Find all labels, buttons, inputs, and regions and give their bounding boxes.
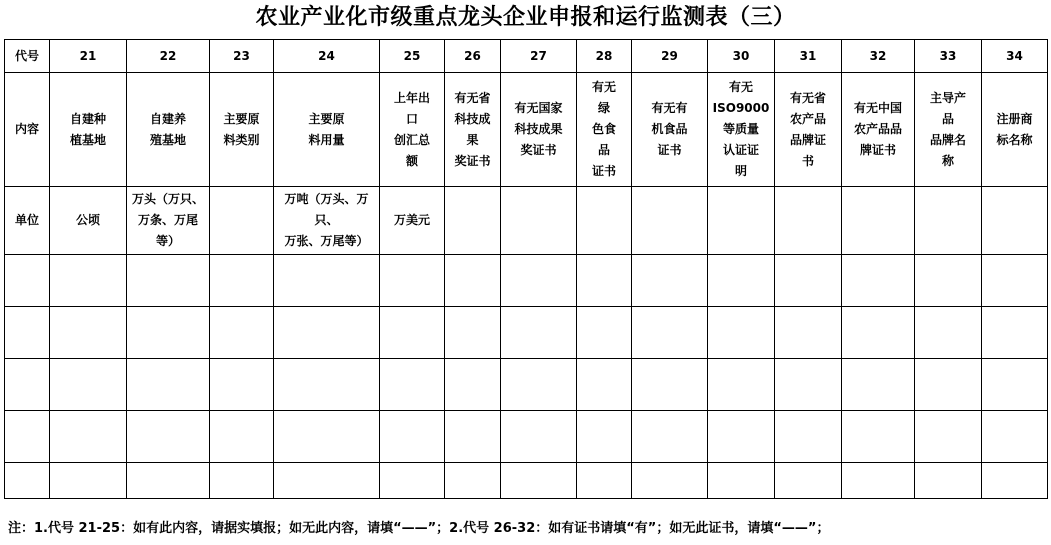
blank-input-cell[interactable] xyxy=(982,463,1048,499)
blank-input-cell[interactable] xyxy=(501,463,577,499)
blank-input-cell[interactable] xyxy=(708,411,775,463)
content-cell-text: 主要原 料用量 xyxy=(308,111,345,147)
blank-input-cell[interactable] xyxy=(842,359,915,411)
blank-input-cell[interactable] xyxy=(127,463,210,499)
blank-rows xyxy=(5,255,1048,499)
blank-input-cell[interactable] xyxy=(775,463,842,499)
blank-data-row xyxy=(5,411,1048,463)
blank-input-cell[interactable] xyxy=(5,411,50,463)
code-cell: 34 xyxy=(982,40,1048,73)
blank-input-cell[interactable] xyxy=(501,307,577,359)
content-cell xyxy=(501,73,577,187)
content-cell xyxy=(775,73,842,187)
code-cell: 28 xyxy=(577,40,632,73)
content-cell-text: 上年出 口 创汇总 额 xyxy=(393,90,430,168)
unit-cell-text: 万吨（万头、万 只、 万张、万尾等） xyxy=(284,192,369,248)
code-cell: 32 xyxy=(842,40,915,73)
blank-input-cell[interactable] xyxy=(708,463,775,499)
content-cell-text: 有无省 科技成 果 奖证书 xyxy=(454,90,491,168)
blank-input-cell[interactable] xyxy=(842,255,915,307)
blank-input-cell[interactable] xyxy=(274,307,380,359)
blank-input-cell[interactable] xyxy=(915,411,982,463)
blank-input-cell[interactable] xyxy=(210,307,274,359)
blank-input-cell[interactable] xyxy=(50,411,127,463)
unit-header-cell: 单位 xyxy=(5,187,50,255)
content-cell-text: 有无 绿 色食 品 证书 xyxy=(591,80,616,178)
blank-input-cell[interactable] xyxy=(915,255,982,307)
unit-cell xyxy=(50,187,127,255)
code-header-cell: 代号 xyxy=(5,40,50,73)
content-cell-text: 注册商 标名称 xyxy=(996,111,1033,147)
code-row xyxy=(5,40,1048,73)
blank-input-cell[interactable] xyxy=(915,307,982,359)
blank-input-cell[interactable] xyxy=(5,255,50,307)
unit-cell xyxy=(982,187,1048,255)
blank-input-cell[interactable] xyxy=(50,255,127,307)
blank-input-cell[interactable] xyxy=(50,307,127,359)
page-title: 农业产业化市级重点龙头企业申报和运行监测表（三） xyxy=(255,5,796,30)
blank-input-cell[interactable] xyxy=(775,307,842,359)
blank-input-cell[interactable] xyxy=(982,411,1048,463)
blank-input-cell[interactable] xyxy=(775,411,842,463)
blank-data-row xyxy=(5,255,1048,307)
unit-cell xyxy=(127,187,210,255)
content-cell-text: 有无省 农产品 品牌证 书 xyxy=(789,90,826,168)
blank-input-cell[interactable] xyxy=(632,359,708,411)
content-cell xyxy=(842,73,915,187)
blank-input-cell[interactable] xyxy=(380,307,445,359)
monitoring-table xyxy=(4,39,1048,499)
blank-data-row xyxy=(5,359,1048,411)
blank-data-row xyxy=(5,307,1048,359)
unit-cell xyxy=(775,187,842,255)
blank-input-cell[interactable] xyxy=(982,255,1048,307)
content-row xyxy=(5,73,1048,187)
content-cell-text: 主要原 料类别 xyxy=(223,111,260,147)
code-cell: 25 xyxy=(380,40,445,73)
blank-input-cell[interactable] xyxy=(982,307,1048,359)
content-cell-text: 有无有 机食品 证书 xyxy=(651,101,688,157)
content-cell xyxy=(50,73,127,187)
blank-input-cell[interactable] xyxy=(632,411,708,463)
code-cell: 23 xyxy=(210,40,274,73)
content-cell xyxy=(127,73,210,187)
blank-input-cell[interactable] xyxy=(127,359,210,411)
code-cell: 29 xyxy=(632,40,708,73)
unit-cell xyxy=(915,187,982,255)
blank-input-cell[interactable] xyxy=(210,359,274,411)
unit-cell xyxy=(380,187,445,255)
footnote: 注：1.代号 21-25：如有此内容，请据实填报；如无此内容，请填“——”；2.代号 26-32：如有证书请填“有”；如无此证书，请填“——”； xyxy=(8,521,830,536)
blank-input-cell[interactable] xyxy=(632,463,708,499)
unit-cell xyxy=(632,187,708,255)
blank-input-cell[interactable] xyxy=(982,359,1048,411)
unit-cell xyxy=(708,187,775,255)
unit-cell xyxy=(210,187,274,255)
content-cell-text: 自建养 殖基地 xyxy=(149,111,186,147)
blank-input-cell[interactable] xyxy=(915,359,982,411)
blank-input-cell[interactable] xyxy=(210,255,274,307)
unit-cell xyxy=(274,187,380,255)
blank-input-cell[interactable] xyxy=(5,307,50,359)
blank-input-cell[interactable] xyxy=(577,307,632,359)
blank-input-cell[interactable] xyxy=(577,411,632,463)
blank-input-cell[interactable] xyxy=(577,359,632,411)
unit-cell xyxy=(445,187,501,255)
blank-input-cell[interactable] xyxy=(50,463,127,499)
content-cell-text: 自建种 植基地 xyxy=(69,111,106,147)
blank-input-cell[interactable] xyxy=(274,463,380,499)
blank-input-cell[interactable] xyxy=(50,359,127,411)
code-cell: 30 xyxy=(708,40,775,73)
unit-cell-text: 万美元 xyxy=(393,213,430,227)
blank-input-cell[interactable] xyxy=(501,359,577,411)
blank-input-cell[interactable] xyxy=(445,255,501,307)
code-cell: 21 xyxy=(50,40,127,73)
blank-input-cell[interactable] xyxy=(5,359,50,411)
blank-input-cell[interactable] xyxy=(210,411,274,463)
content-cell xyxy=(577,73,632,187)
code-cell: 26 xyxy=(445,40,501,73)
blank-input-cell[interactable] xyxy=(632,255,708,307)
content-cell xyxy=(380,73,445,187)
content-header-cell: 内容 xyxy=(5,73,50,187)
blank-input-cell[interactable] xyxy=(127,411,210,463)
blank-input-cell[interactable] xyxy=(210,463,274,499)
blank-input-cell[interactable] xyxy=(274,411,380,463)
content-cell xyxy=(210,73,274,187)
code-cell: 27 xyxy=(501,40,577,73)
blank-input-cell[interactable] xyxy=(577,463,632,499)
blank-input-cell[interactable] xyxy=(708,359,775,411)
code-cell: 22 xyxy=(127,40,210,73)
blank-input-cell[interactable] xyxy=(445,411,501,463)
blank-input-cell[interactable] xyxy=(501,255,577,307)
content-cell-text: 有无中国 农产品品 牌证书 xyxy=(853,101,902,157)
blank-input-cell[interactable] xyxy=(915,463,982,499)
unit-cell xyxy=(501,187,577,255)
content-cell xyxy=(632,73,708,187)
blank-input-cell[interactable] xyxy=(775,359,842,411)
blank-input-cell[interactable] xyxy=(274,359,380,411)
blank-input-cell[interactable] xyxy=(632,307,708,359)
content-cell-text: 主导产 品 品牌名 称 xyxy=(929,90,966,168)
content-cell xyxy=(445,73,501,187)
blank-input-cell[interactable] xyxy=(708,255,775,307)
blank-data-row xyxy=(5,463,1048,499)
unit-row xyxy=(5,187,1048,255)
unit-cell-text: 公顷 xyxy=(75,213,100,227)
unit-cell-text: 万头（万只、 万条、万尾 等） xyxy=(131,192,204,248)
blank-input-cell[interactable] xyxy=(127,255,210,307)
blank-input-cell[interactable] xyxy=(380,463,445,499)
content-cell xyxy=(982,73,1048,187)
blank-input-cell[interactable] xyxy=(708,307,775,359)
code-cell: 33 xyxy=(915,40,982,73)
content-cell xyxy=(708,73,775,187)
blank-input-cell[interactable] xyxy=(842,463,915,499)
blank-input-cell[interactable] xyxy=(380,411,445,463)
blank-input-cell[interactable] xyxy=(577,255,632,307)
content-cell-text: 有无 ISO9000 等质量 认证证 明 xyxy=(712,80,770,178)
code-cell: 24 xyxy=(274,40,380,73)
unit-cell xyxy=(577,187,632,255)
blank-input-cell[interactable] xyxy=(775,255,842,307)
blank-input-cell[interactable] xyxy=(501,411,577,463)
blank-input-cell[interactable] xyxy=(274,255,380,307)
blank-input-cell[interactable] xyxy=(842,411,915,463)
blank-input-cell[interactable] xyxy=(380,255,445,307)
unit-cell xyxy=(842,187,915,255)
content-cell-text: 有无国家 科技成果 奖证书 xyxy=(514,101,563,157)
content-cell xyxy=(915,73,982,187)
blank-input-cell[interactable] xyxy=(445,359,501,411)
content-cell xyxy=(274,73,380,187)
blank-input-cell[interactable] xyxy=(842,307,915,359)
blank-input-cell[interactable] xyxy=(5,463,50,499)
blank-input-cell[interactable] xyxy=(445,307,501,359)
blank-input-cell[interactable] xyxy=(380,359,445,411)
code-cell: 31 xyxy=(775,40,842,73)
blank-input-cell[interactable] xyxy=(127,307,210,359)
blank-input-cell[interactable] xyxy=(445,463,501,499)
